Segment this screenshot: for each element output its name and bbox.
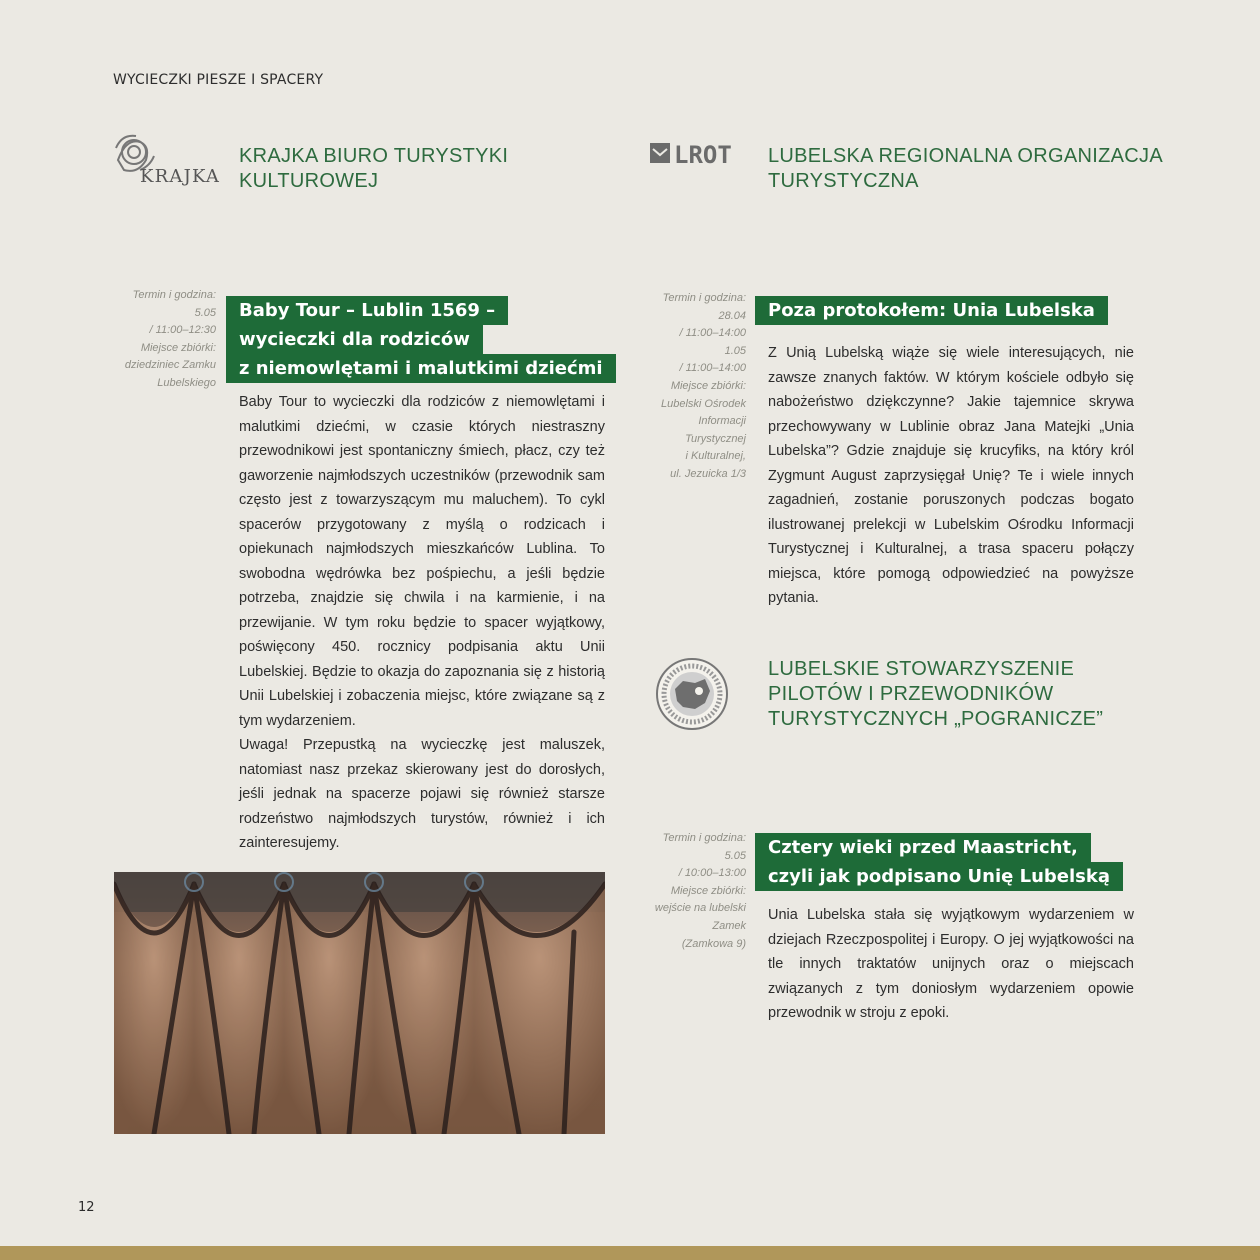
- meta-line: Termin i godzina:: [662, 292, 746, 304]
- paragraph: Baby Tour to wycieczki dla rodziców z niemowlętami i malutkimi dziećmi, w czasie których niestraszny przewodnikowi jest spontaniczny śmiech, płacz, czy też gaworzenie najmłodszych uczestników (przewodnik sam często jest z towarzyszącym mu maluchem). To cykl spacerów przygotowany z myślą o rodzicach i opiekunach najmłodszych mieszkańców Lublina. To swobodna wędrówka bez pośpiechu, a jeśli będzie potrzeba, znajdzie się chwila i na karmienie, i na przewijanie. W tym roku będzie to spacer wyjątkowy, poświęcony 450. rocznicy podpisania aktu Unii Lubelskiej. Będzie to okazja do zapoznania się z historią Unii Lubelskiej i zobaczenia miejsc, które związane są z tym wydarzeniem.: [239, 394, 605, 729]
- meta-line: Miejsce zbiórki:: [670, 379, 746, 392]
- footer-bar: [0, 1246, 1260, 1260]
- meta-line: 5.05: [724, 849, 746, 862]
- org-name-line: LUBELSKIE STOWARZYSZENIE: [768, 658, 1075, 680]
- meta-line: wejście na lubelski: [654, 902, 746, 915]
- title-line: z niemowlętami i malutkimi dziećmi: [226, 354, 616, 383]
- lrot-logo: [649, 140, 739, 166]
- title-line: Poza protokołem: Unia Lubelska: [755, 296, 1108, 325]
- meta-line: Miejsce zbiórki:: [140, 341, 216, 354]
- section-title: WYCIECZKI PIESZE I SPACERY: [113, 72, 324, 88]
- title-line: czyli jak podpisano Unię Lubelską: [755, 862, 1123, 891]
- title-line: wycieczki dla rodziców: [226, 325, 483, 354]
- org-name-line: KULTUROWEJ: [239, 170, 379, 192]
- meta-line: Zamek: [712, 919, 746, 932]
- org-name-line: KRAJKA BIURO TURYSTYKI: [239, 145, 509, 167]
- meta-line: dziedziniec Zamku: [124, 359, 216, 372]
- paragraph: Z Unią Lubelską wiąże się wiele interesujących, nie zawsze znanych faktów. W którym kościele odbyło się nabożeństwo dziękczynne? Jakie tajemnice skrywa przechowywany w Lublinie obraz Jana Matejki „Unia Lubelska”? Gdzie znajduje się krucyfiks, na który król Zygmunt August zaprzysięgał Unię? Te i wiele innych zagadnień, zostanie poruszonych podczas bogato ilustrowanej prelekcji w Lubelskim Ośrodku Informacji Turystycznej i Kulturalnej, a trasa spaceru połączy miejsca, które pomogą odpowiedzieć na powyższe pytania.: [768, 345, 1134, 606]
- lrot-org-name: [768, 144, 1168, 194]
- meta-line: ul. Jezuicka 1/3: [670, 467, 746, 480]
- paragraph: Uwaga! Przepustką na wycieczkę jest maluszek, natomiast nasz przekaz skierowany jest do dorosłych, jeśli jednak na spacerze pojawi się również starsze rodzeństwo najmłodszych turystów, również i ich zainteresujemy.: [239, 737, 605, 851]
- meta-line: 28.04: [718, 309, 746, 322]
- lrot-envelope-icon: [650, 143, 670, 163]
- meta-line: i Kulturalnej,: [685, 450, 746, 463]
- meta-line: (Zamkowa 9): [681, 937, 746, 950]
- baby-tour-meta: [100, 287, 216, 393]
- krajka-logo: [110, 130, 220, 192]
- cztery-wieki-description: [768, 903, 1134, 1026]
- krajka-org-name: [239, 144, 569, 194]
- page-number: 12: [78, 1200, 95, 1215]
- meta-line: Miejsce zbiórki:: [670, 884, 746, 897]
- meta-line: 5.05: [194, 306, 216, 319]
- meta-line: Termin i godzina:: [132, 289, 216, 301]
- meta-line: Lubelskiego: [157, 376, 216, 389]
- title-line: Cztery wieki przed Maastricht,: [755, 833, 1091, 862]
- paragraph: Unia Lubelska stała się wyjątkowym wydarzeniem w dziejach Rzeczpospolitej i Europy. O jej wyjątkowości na tle innych traktatów unijnych oraz o miejscach związanych z tym doniosłym wydarzeniem opowie przewodnik w stroju z epoki.: [768, 907, 1134, 1021]
- org-name-line: LUBELSKA REGIONALNA ORGANIZACJA: [768, 145, 1163, 167]
- poza-protokolem-description: [768, 341, 1134, 611]
- baby-tour-description: [239, 390, 605, 856]
- org-name-line: TURYSTYCZNA: [768, 170, 919, 192]
- meta-line: / 11:00–12:30: [149, 324, 216, 337]
- lrot-logo-text: LROT: [674, 141, 732, 166]
- pogranicze-org-name: [768, 657, 1168, 732]
- krajka-logo-text: KRAJKA: [140, 166, 220, 187]
- meta-line: / 11:00–14:00: [679, 362, 746, 375]
- org-name-line: PILOTÓW I PRZEWODNIKÓW: [768, 683, 1054, 705]
- title-line: Baby Tour – Lublin 1569 –: [226, 296, 508, 325]
- pogranicze-emblem-icon: [655, 657, 729, 731]
- meta-line: / 11:00–14:00: [679, 327, 746, 340]
- fresco-drapery-photo: [114, 872, 605, 1134]
- org-name-line: TURYSTYCZNYCH „POGRANICZE”: [768, 708, 1104, 730]
- cztery-wieki-meta: [630, 830, 746, 953]
- meta-line: 1.05: [724, 344, 746, 357]
- meta-line: Informacji: [698, 415, 746, 428]
- baby-tour-title: [226, 296, 606, 383]
- cztery-wieki-title: [755, 833, 1155, 891]
- pogranicze-logo: [655, 657, 729, 731]
- meta-line: Lubelski Ośrodek: [661, 397, 746, 410]
- meta-line: Termin i godzina:: [662, 832, 746, 844]
- poza-protokolem-title: [755, 296, 1155, 325]
- meta-line: / 10:00–13:00: [678, 867, 746, 880]
- krajka-ornament-icon: [110, 130, 220, 192]
- poza-protokolem-meta: [630, 290, 746, 484]
- meta-line: Turystycznej: [685, 432, 746, 445]
